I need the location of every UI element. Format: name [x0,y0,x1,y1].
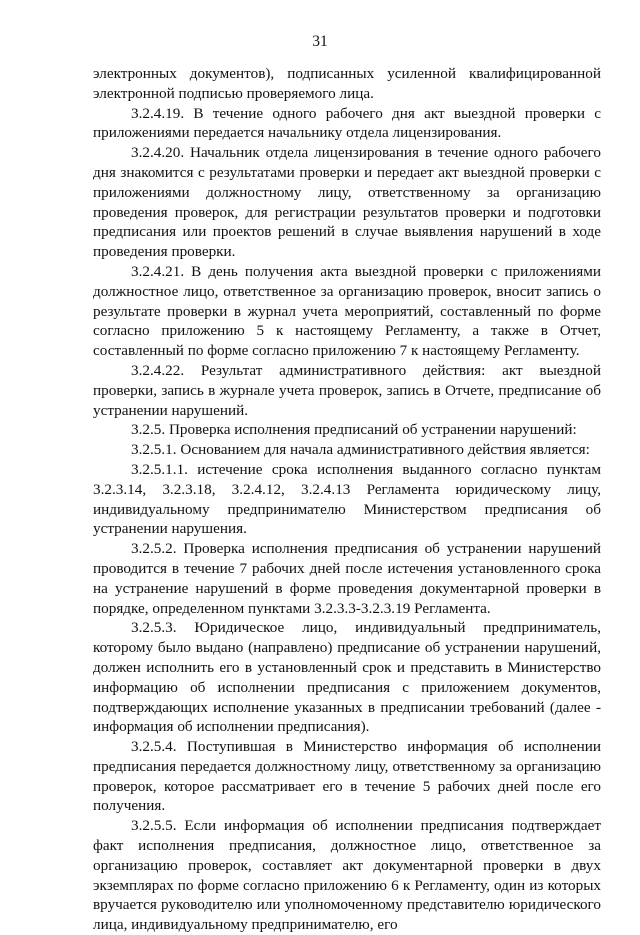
paragraph-3-2-5-1-1: 3.2.5.1.1. истечение срока исполнения выданного согласно пунктам 3.2.3.14, 3.2.3.18, 3.2.4.12, 3.2.4.13 Регламента юридическому лицу, индивидуальному предпринимателю Министерством предписания об устранении нарушения. [93,460,601,538]
paragraph-3-2-4-19: 3.2.4.19. В течение одного рабочего дня акт выездной проверки с приложениями передается начальнику отдела лицензирования. [93,104,601,142]
page-number: 31 [312,33,328,50]
paragraph-3-2-4-20: 3.2.4.20. Начальник отдела лицензирования в течение одного рабочего дня знакомится с результатами проверки и передает акт выездной проверки с приложениями должностному лицу, ответственному за организацию проведения проверок, для регистрации результатов проверки и подготовки предписания или проектов решений в случае выявления нарушений в ходе проведения проверки. [93,144,601,261]
paragraph-3-2-4-22: 3.2.4.22. Результат административного действия: акт выездной проверки, запись в журнале учета проверок, запись в Отчете, предписание об устранении нарушений. [93,361,601,419]
paragraph-3-2-5-2: 3.2.5.2. Проверка исполнения предписания об устранении нарушений проводится в течение 7 рабочих дней после истечения установленного срока на устранение нарушений в форме проведения документарной проверки в порядке, определенном пунктами 3.2.3.3-3.2.3.19 Регламента. [93,540,601,617]
paragraph-3-2-4-21: 3.2.4.21. В день получения акта выездной проверки с приложениями должностное лицо, ответственное за организацию проверок, вносит запись о результате проверки в журнал учета мероприятий, составленный по форме согласно приложению 5 к настоящему Регламенту, а также в Отчет, составленный по форме согласно приложению 7 к настоящему Регламенту. [93,262,601,360]
paragraph-3-2-5-3: 3.2.5.3. Юридическое лицо, индивидуальный предприниматель, которому было выдано (направлено) предписание об устранении нарушений, должен исполнить его в установленный срок и представить в Министерство информацию об исполнении предписания с приложением документов, подтверждающих исполнение указанных в предписании требований (далее - информация об исполнении предписания). [93,619,601,736]
document-body [93,64,601,935]
paragraph-3-2-5-5: 3.2.5.5. Если информация об исполнении предписания подтверждает факт исполнения предписания, должностное лицо, ответственное за организацию проверок, составляет акт документарной проверки в двух экземплярах по форме согласно приложению 6 к Регламенту, один из которых вручается руководителю или уполномоченному представителю юридического лица, индивидуальному предпринимателю, его [93,817,601,934]
paragraph-continuation: электронных документов), подписанных усиленной квалифицированной электронной подписью проверяемого лица. [93,65,601,102]
paragraph-3-2-5: 3.2.5. Проверка исполнения предписаний об устранении нарушений: [131,421,577,439]
paragraph-3-2-5-4: 3.2.5.4. Поступившая в Министерство информация об исполнении предписания передается должностному лицу, ответственному за организацию проверок, которое рассматривает его в течение 5 рабочих дней после его получения. [93,738,601,815]
paragraph-3-2-5-1: 3.2.5.1. Основанием для начала административного действия является: [131,441,590,459]
